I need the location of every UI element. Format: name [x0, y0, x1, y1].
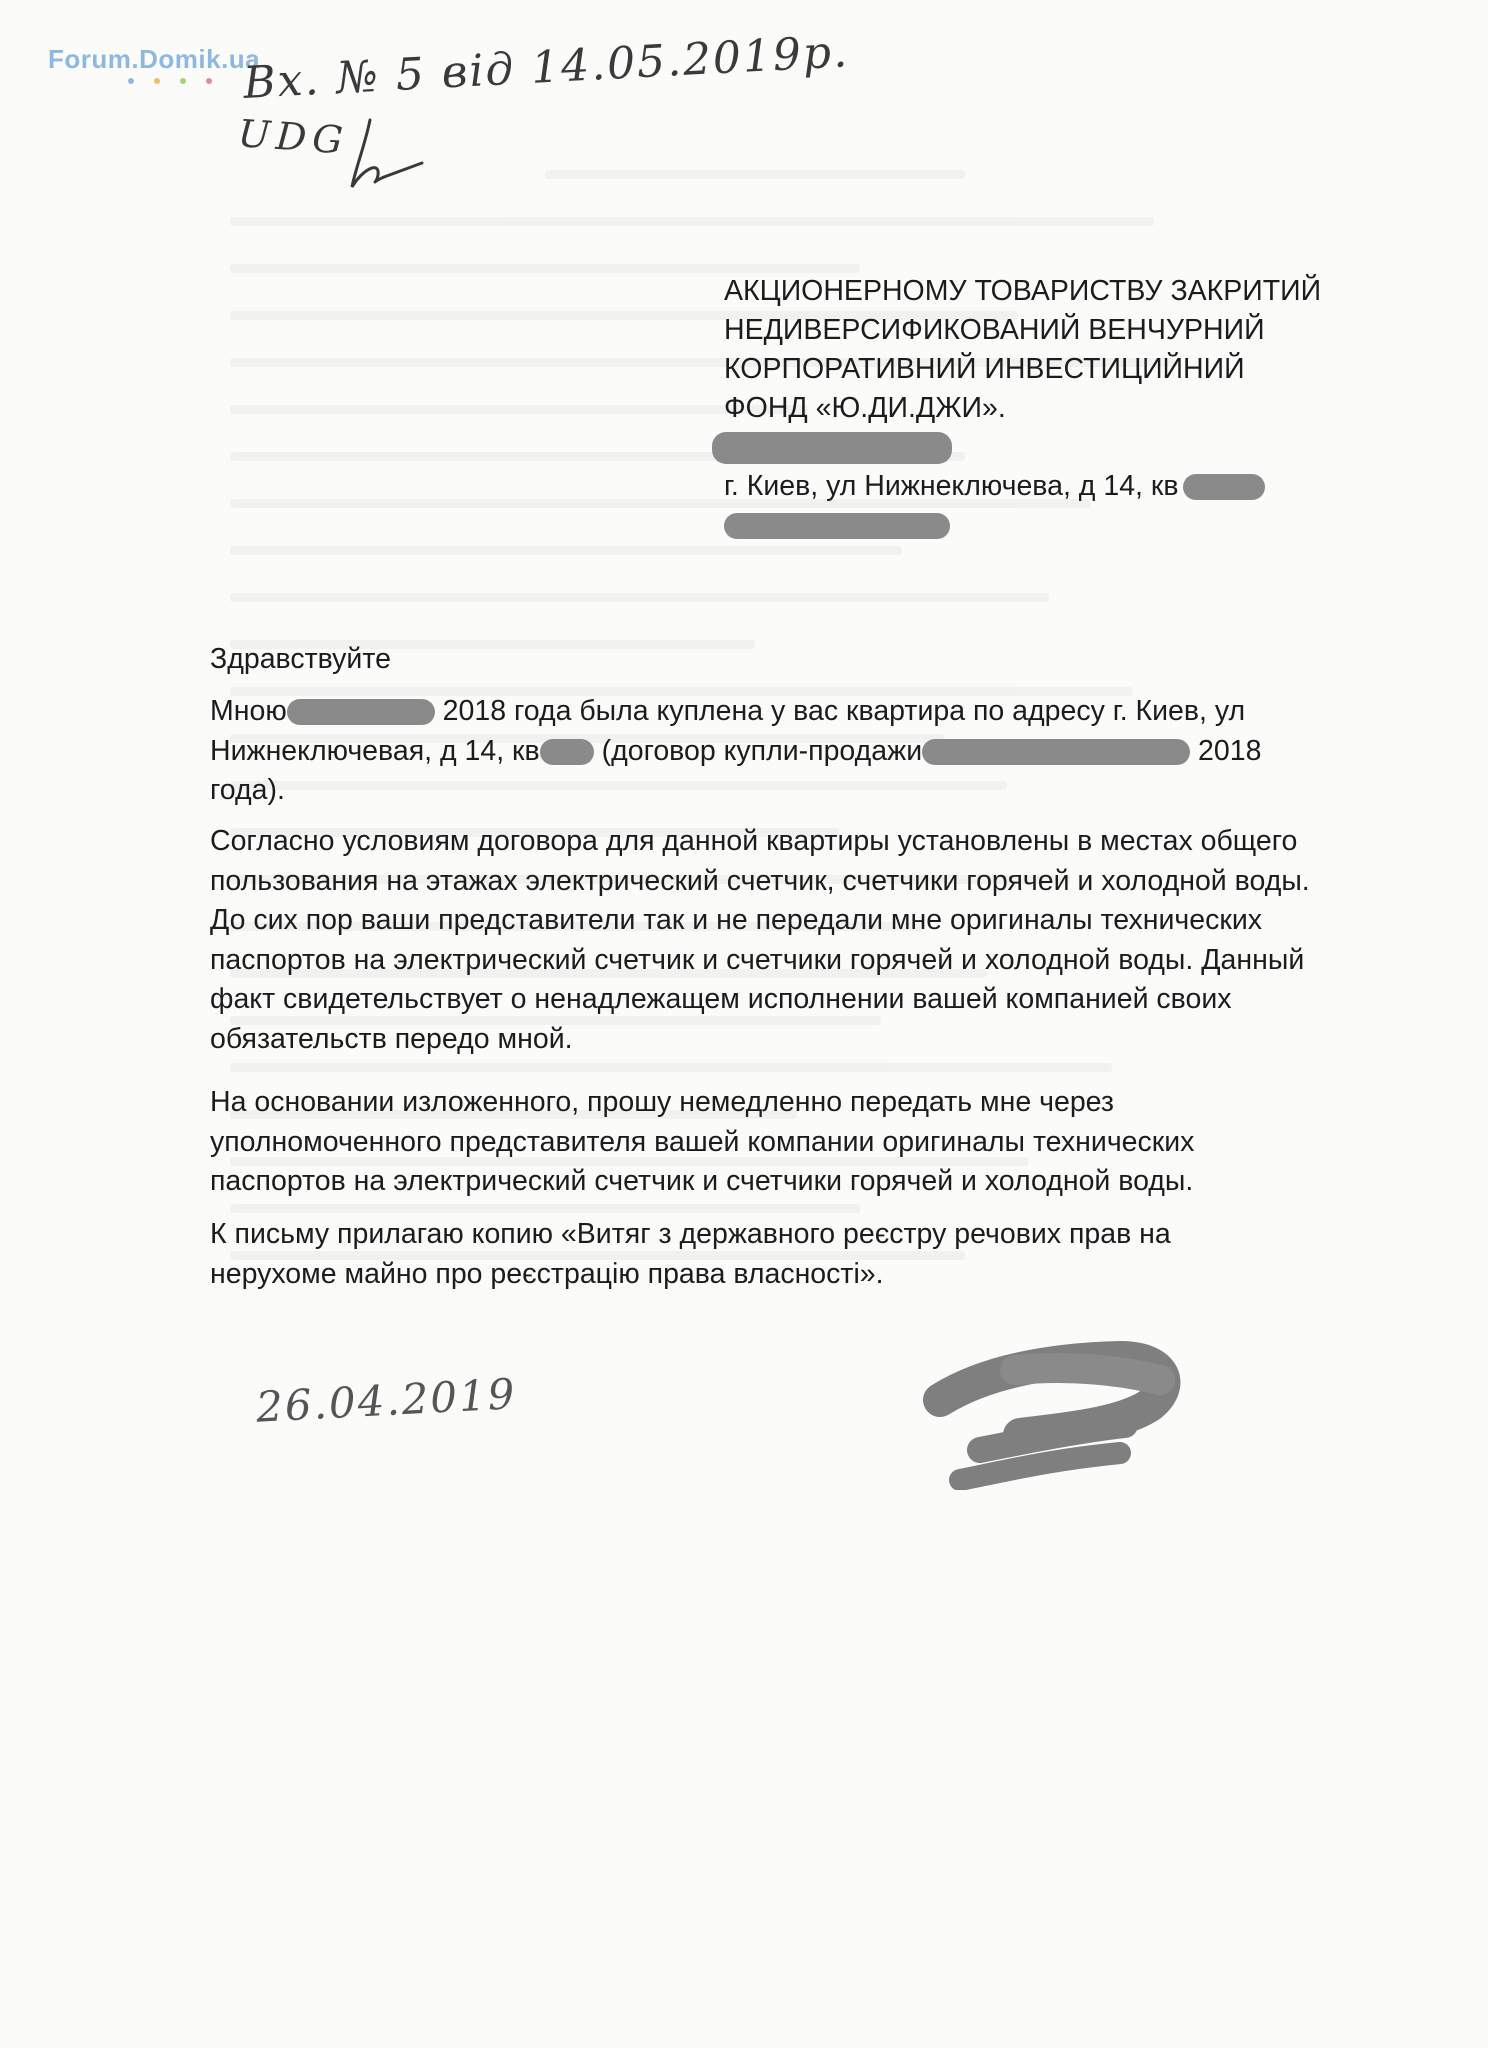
- letter-paragraph-request: На основании изложенного, прошу немедленно передать мне через уполномоченного представителя вашей компании оригиналы технических паспортов на электрический счетчик и счетчики горячей и холодной воды.: [210, 1086, 1195, 1197]
- addressee-address-line: [724, 467, 1321, 506]
- watermark-dots: [128, 78, 212, 84]
- addressee-line: НЕДИВЕРСИФИКОВАНИЙ ВЕНЧУРНИЙ: [724, 314, 1265, 346]
- text-fragment: Мною: [210, 695, 287, 727]
- handwritten-initials: UDG: [236, 111, 351, 163]
- text-fragment: 2018 года была куплена у вас квартира по адресу г. Киев, ул: [442, 695, 1246, 727]
- handwritten-date: 26.04.2019: [254, 1369, 518, 1432]
- text-fragment: (договор купли-продажи: [601, 734, 923, 767]
- redacted-signature-icon: [920, 1330, 1190, 1490]
- watermark-dot: [128, 78, 134, 84]
- letter-greeting: Здравствуйте: [210, 643, 391, 675]
- addressee-block: [724, 272, 1321, 545]
- text-fragment: Нижнеключевая, д 14, кв: [210, 734, 540, 767]
- initial-signature-icon: [340, 115, 430, 195]
- redaction-mark: [540, 739, 594, 765]
- redacted-address-line: [724, 506, 1321, 545]
- letter-paragraph-contract-terms: Согласно условиям договора для данной квартиры установлены в местах общего пользования на этажах электрический счетчик, счетчики горячей и холодной воды. До сих пор ваши представители так и не передали мне оригиналы технических паспортов на электрический счетчик и счетчики горячей и холодной воды. Данный факт свидетельствует о ненадлежащем исполнении вашей компанией своих обязательств передо мной.: [210, 825, 1310, 1055]
- paragraph-line: года).: [210, 774, 285, 806]
- addressee-line: ФОНД «Ю.ДИ.ДЖИ».: [724, 392, 1006, 424]
- addressee-address: г. Киев, ул Нижнеключева, д 14, кв: [724, 470, 1179, 502]
- watermark-dot: [206, 78, 212, 84]
- watermark-dot: [154, 78, 160, 84]
- redaction-mark: [712, 432, 952, 464]
- handwritten-registration-note: Вх. № 5 від 14.05.2019р.: [242, 26, 851, 109]
- text-fragment: 2018: [1198, 734, 1262, 767]
- addressee-line: АКЦИОНЕРНОМУ ТОВАРИСТВУ ЗАКРИТИЙ: [724, 275, 1322, 307]
- letter-paragraph-purchase: [210, 692, 1320, 811]
- letter-paragraph-attachment: К письму прилагаю копию «Витяг з державного реєстру речових прав на нерухоме майно про реєстрацію права власності».: [210, 1218, 1171, 1290]
- addressee-line: КОРПОРАТИВНИЙ ИНВЕСТИЦИЙНИЙ: [724, 353, 1245, 385]
- redacted-recipient-line: [724, 428, 1321, 467]
- watermark-dot: [180, 78, 186, 84]
- paragraph-line: [210, 732, 1320, 772]
- redaction-mark: [1183, 474, 1265, 500]
- redaction-mark: [287, 699, 435, 725]
- redaction-mark: [922, 739, 1190, 765]
- forum-watermark: Forum.Domik.ua: [48, 44, 261, 74]
- redaction-mark: [724, 513, 950, 539]
- paragraph-line: [210, 692, 1320, 732]
